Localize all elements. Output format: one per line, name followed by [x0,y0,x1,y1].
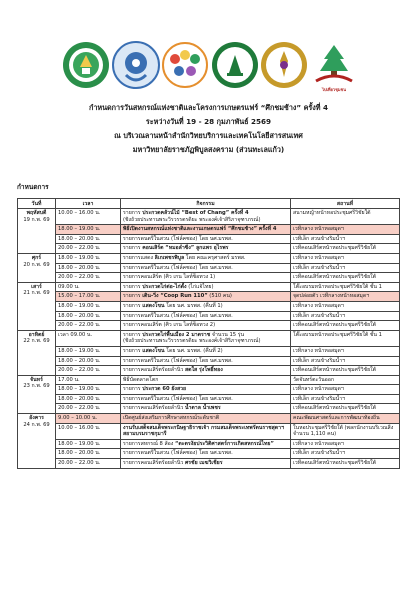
table-row [18,330,400,346]
place-cell: เวทีเล็ก สวนข้างริมน้ำฯ [291,263,400,273]
place-cell: เวทีกลาง หน้าหอสมุดฯ [291,253,400,263]
header-place: สถานที่ [291,199,400,209]
activity-text: รายการ [123,245,141,252]
activity-text: จำนวน 15 รุ่น [210,331,245,338]
activity-text: (510 คน) [207,293,232,300]
activity-text: รายการ [123,347,141,354]
time-cell: 20.00 – 22.00 น. [56,366,121,376]
table-row [18,292,400,302]
activity-highlight: แสดงโขน [142,347,165,354]
time-cell: 10.00 – 16.00 น. [56,209,121,225]
activity-cell [121,225,291,235]
table-row [18,449,400,459]
place-cell: คณะพัฒนศาสตร์และการพัฒนาท้องถิ่น [291,414,400,424]
activity-cell [121,439,291,449]
activity-cell [121,292,291,302]
place-cell: เวทีคอนเสิร์ตหน้าหอประชุมศรีวิชัยใต้ [291,321,400,331]
activity-cell [121,330,291,346]
time-cell: 18.00 – 19.00 น. [56,439,121,449]
activity-cell [121,311,291,321]
place-cell: เวทีคอนเสิร์ตหน้าหอประชุมศรีวิชัยใต้ [291,244,400,254]
day-name: อาทิตย์ [28,331,45,338]
day-date: 23 ก.พ. 69 [23,383,50,390]
place-cell: วัดจันทร์ตะวันออก [291,375,400,385]
table-row [18,375,400,385]
time-cell: 18.00 – 20.00 น. [56,394,121,404]
time-cell: 18.00 – 20.00 น. [56,449,121,459]
activity-text: รายการดนตรีในสวน (โฟล์คซอง) โดย นศ.มรพส. [123,450,233,457]
table-row [18,385,400,395]
heading-line-3: ณ บริเวณลานหน้าสำนักวิทยบริการและเทคโนโลยีสารสนเทศ [114,131,303,140]
table-row [18,234,400,244]
activity-text: รายการ [123,210,141,216]
time-cell: 9.00 – 10.00 น. [56,414,121,424]
schedule-body [18,209,400,469]
activity-cell [121,346,291,356]
time-cell: 18.00 – 19.00 น. [56,301,121,311]
place-cell: เวทีเล็ก สวนข้างริมน้ำฯ [291,394,400,404]
activity-text: (ไก่แจ้ไทย) [186,283,214,290]
activity-text: รายการ [123,283,141,290]
table-row [18,423,400,439]
activity-highlight: “ตะตรงัยประวิติศาสตร์การเกิดสหกรณ์ไทย” [174,440,274,447]
activity-text: รายการดนตรีในสวน (โฟล์คซอง) โดย นศ.มรพส. [123,264,233,271]
day-cell [18,330,56,375]
activity-cell [121,449,291,459]
header-activity: กิจกรรม [121,199,291,209]
place-cell: โต๊ะอบรมหน้าหอประชุมศรีวิชัยใต้ ชั้น 1 [291,330,400,346]
day-cell [18,375,56,413]
activity-text: โดย นศ. มรพส. (คืนที่ 2) [164,347,223,354]
time-cell: 18.00 – 20.00 น. [56,356,121,366]
place-cell: จุดปล่อยตัว เวทีกลางหน้าหอสมุดฯ [291,292,400,302]
activity-cell [121,263,291,273]
activity-text: โดย คณะครุศาสตร์ มรพส. [184,254,246,261]
activity-text: รายการดนตรีในสวน (โฟล์คซอง) โดย นศ.มรพส. [123,312,233,319]
place-cell: เวทีกลาง หน้าหอสมุดฯ [291,225,400,235]
place-cell: โต๊ะอบรมหน้าหอประชุมศรีวิชัยใต้ ชั้น 1 [291,282,400,292]
activity-highlight: ประกวด 60 ยังสวย [142,386,187,393]
time-cell: 15.00 – 17.00 น. [56,292,121,302]
day-name: เสาร์ [31,283,42,290]
day-name: อังคาร [29,415,44,422]
activity-text: รายการดนตรีในสวน (โฟล์คซอง) โดย นศ.มรพส. [123,395,233,402]
header-time: เวลา [56,199,121,209]
time-cell: 20.00 – 22.00 น. [56,244,121,254]
time-cell: 18.00 – 20.00 น. [56,311,121,321]
activity-cell [121,273,291,283]
activity-cell [121,423,291,439]
time-cell: 18.00 – 19.00 น. [56,225,121,235]
place-cell: เวทีกลาง หน้าหอสมุดฯ [291,346,400,356]
day-date: 24 ก.พ. 69 [23,421,50,428]
rajabhat-seal-icon [260,41,308,89]
activity-cell [121,459,291,469]
activity-cell [121,282,291,292]
activity-text: รายการ [123,293,141,300]
day-cell [18,209,56,254]
table-row [18,414,400,424]
activity-cell [121,366,291,376]
activity-cell [121,385,291,395]
table-row [18,459,400,469]
activity-highlight: พิธีเปิดงานสหกรณ์แห่งชาติและงานเกษตรแฟร์ “ศึกชมช้าง” ครั้งที่ 4 [123,226,277,233]
place-cell: เวทีกลาง หน้าหอสมุดฯ [291,301,400,311]
time-cell: 10.00 – 16.00 น. [56,423,121,439]
place-cell: เวทีเล็ก สวนข้างริมน้ำฯ [291,356,400,366]
time-cell: 09.00 น. [56,282,121,292]
time-cell: 18.00 – 19.00 น. [56,253,121,263]
table-row [18,439,400,449]
place-cell: เวทีกลาง หน้าหอสมุดฯ [291,439,400,449]
schedule-table [17,198,400,469]
activity-text: รายการ [123,386,141,393]
day-cell [18,282,56,330]
organization-emblem-icon [112,41,160,89]
table-row [18,366,400,376]
activity-cell [121,253,291,263]
amazing-thailand-logo-text: ไปเที่ยวชุมชน [321,87,346,92]
activity-highlight: ศรชัย เมฆวิเชียร [184,460,223,467]
time-cell: 20.00 – 22.00 น. [56,273,121,283]
table-row [18,244,400,254]
time-cell: 18.00 – 20.00 น. [56,234,121,244]
activity-cell [121,375,291,385]
day-date: 20 ก.พ. 69 [23,261,50,268]
activity-highlight: คอนเสิร์ต “หมอลำซิ่ง” ลูกแพร อุไรพร [142,245,229,252]
header-date: วันที่ [18,199,56,209]
activity-text: โดย นศ. มรพส. (คืนที่ 1) [164,302,223,309]
place-cell: เวทีคอนเสิร์ตหน้าหอประชุมศรีวิชัยใต้ [291,459,400,469]
university-seal-icon [62,41,110,89]
activity-cell [121,404,291,414]
time-cell: 18.00 – 19.00 น. [56,346,121,356]
activity-cell [121,209,291,225]
time-cell: 20.00 – 22.00 น. [56,404,121,414]
activity-subtext: (ชิงถ้วยประทานพระวิรวรรตรดิยะ พระองค์เจ้าสิริภาจุฑาภรณ์) [123,338,261,345]
activity-text: รายการดนตรีในสวน (โฟล์คซอง) โดย นศ.มรพส. [123,235,233,242]
activity-cell [121,356,291,366]
place-cell: เวทีเล็ก สวนข้างริมน้ำฯ [291,234,400,244]
place-cell: เวทีคอนเสิร์ตหน้าหอประชุมศรีวิชัยใต้ [291,404,400,414]
activity-highlight: แสดงโขน [142,302,165,309]
table-row [18,225,400,235]
table-row [18,209,400,225]
day-date: 22 ก.พ. 69 [23,338,50,345]
place-cell: ในหอประชุมศรีวิชัยใต้ (พลกนักงานบริเวณสิ่งจำนวน 1,110 คน) [291,423,400,439]
section-label: กำหนดการ [17,183,49,191]
day-cell [18,414,56,469]
activity-highlight: ประกวดคลัวน์ไม้ “Best of Chang” ครั้งที่ 4 [142,210,249,216]
logo-strip [62,38,358,92]
activity-text: รายการ [123,331,141,338]
activity-text: รายการแสดง [123,254,153,261]
time-cell: เวลา 09.00 น. [56,330,121,346]
place-cell: เวทีเล็ก สวนข้างริมน้ำฯ [291,311,400,321]
activity-cell [121,321,291,331]
heading-line-2: ระหว่างวันที่ 19 - 28 กุมภาพันธ์ 2569 [145,117,272,126]
activity-text: รายการดนตรีในสวน (โฟล์คซอง) โดย นศ.มรพส. [123,357,233,364]
place-cell: สนามหญ้าหน้าหอประชุมศรีวิชัยใต้ [291,209,400,225]
time-cell: 17.00 น. [56,375,121,385]
activity-cell [121,301,291,311]
table-row [18,273,400,283]
activity-text: รายการคอนเสิร์ตร้อยลำนิว [123,367,184,374]
activity-text: รายการสหกรณ์ 8 ส้อง [123,440,174,447]
activity-subtext: (ชิงถ้วยประทานพระวิรวรรตรดิยะ พระองค์เจ้าสิริภาจุฑาภรณ์) [123,216,261,223]
activity-text: เปิดศูนย์ส่งเสริมการศึกษาสหกรณ์ระดับชาติ [123,415,220,422]
table-row [18,394,400,404]
activity-cell [121,394,291,404]
activity-highlight: งานรับเสด็จสมเด็จพระกนิษฐาธิราชเจ้า กรมสมเด็จพระเทพรัตนราชสุดาฯ สยามบรมราชกุมารี [123,424,284,438]
thai-government-seal-icon [211,41,259,89]
time-cell: 20.00 – 22.00 น. [56,321,121,331]
day-name: จันทร์ [30,376,43,383]
day-date: 19 ก.พ. 69 [23,216,50,223]
activity-highlight: น้ำตาล น้ำเพชร [184,405,221,412]
clt-emblem-icon [161,41,209,89]
activity-cell [121,414,291,424]
table-row [18,321,400,331]
time-cell: 18.00 – 19.00 น. [56,385,121,395]
activity-highlight: เดิน-วิ่ง “Coop Run 110” [142,293,208,300]
time-cell: 20.00 – 22.00 น. [56,459,121,469]
activity-text: รายการคอนเสิร์ตร้อยลำนิว [123,405,184,412]
table-row [18,356,400,366]
place-cell: เวทีกลาง หน้าหอสมุดฯ [291,385,400,395]
table-row [18,346,400,356]
day-date: 21 ก.พ. 69 [23,290,50,297]
activity-text: พิธีบัดตลาดโตก [123,376,159,383]
activity-highlight: ลิเกเพชรพิบูล [154,254,185,261]
place-cell: เวทีคอนเสิร์ตหน้าหอประชุมศรีวิชัยใต้ [291,366,400,376]
activity-cell [121,234,291,244]
table-row [18,404,400,414]
table-row [18,263,400,273]
activity-text: รายการคอนเสิร์ต (ศิว เกน ไลท์ช็อทวง 1) [123,274,216,281]
activity-text: รายการคอนเสิร์ต (ศิว เกน ไลท์ช็อทวง 2) [123,322,216,329]
table-row [18,282,400,292]
amazing-thailand-logo-icon [310,41,358,92]
activity-text: รายการ [123,302,141,309]
activity-highlight: ประกวดไก่พื้นเมือง 2 มาตราช [142,331,211,338]
activity-text: รายการคอนเสิร์ตร้อยลำนิว [123,460,184,467]
day-name: ศุกร์ [31,254,42,261]
table-row [18,311,400,321]
table-header-row [18,199,400,209]
table-row [18,253,400,263]
day-name: พฤหัสบดี [26,210,47,216]
heading-line-1: กำหนดการวันสหกรณ์แห่งชาติและโครงการเกษตรแฟร์ “ศึกชมช้าง” ครั้งที่ 4 [88,103,329,112]
table-row [18,301,400,311]
place-cell: เวทีคอนเสิร์ตหน้าหอประชุมศรีวิชัยใต้ [291,273,400,283]
day-cell [18,253,56,282]
activity-cell [121,244,291,254]
place-cell: เวทีเล็ก สวนข้างริมน้ำฯ [291,449,400,459]
activity-highlight: ประกวดไก่ต่อ-ไก่ตั้ง [142,283,187,290]
time-cell: 18.00 – 20.00 น. [56,263,121,273]
heading-line-4: มหาวิทยาลัยราชภัฏพิบูลสงคราม (ส่วนทะเลแก้ว) [132,145,285,154]
activity-highlight: สดใส รุ่งโพธิ์ทอง [184,367,223,374]
